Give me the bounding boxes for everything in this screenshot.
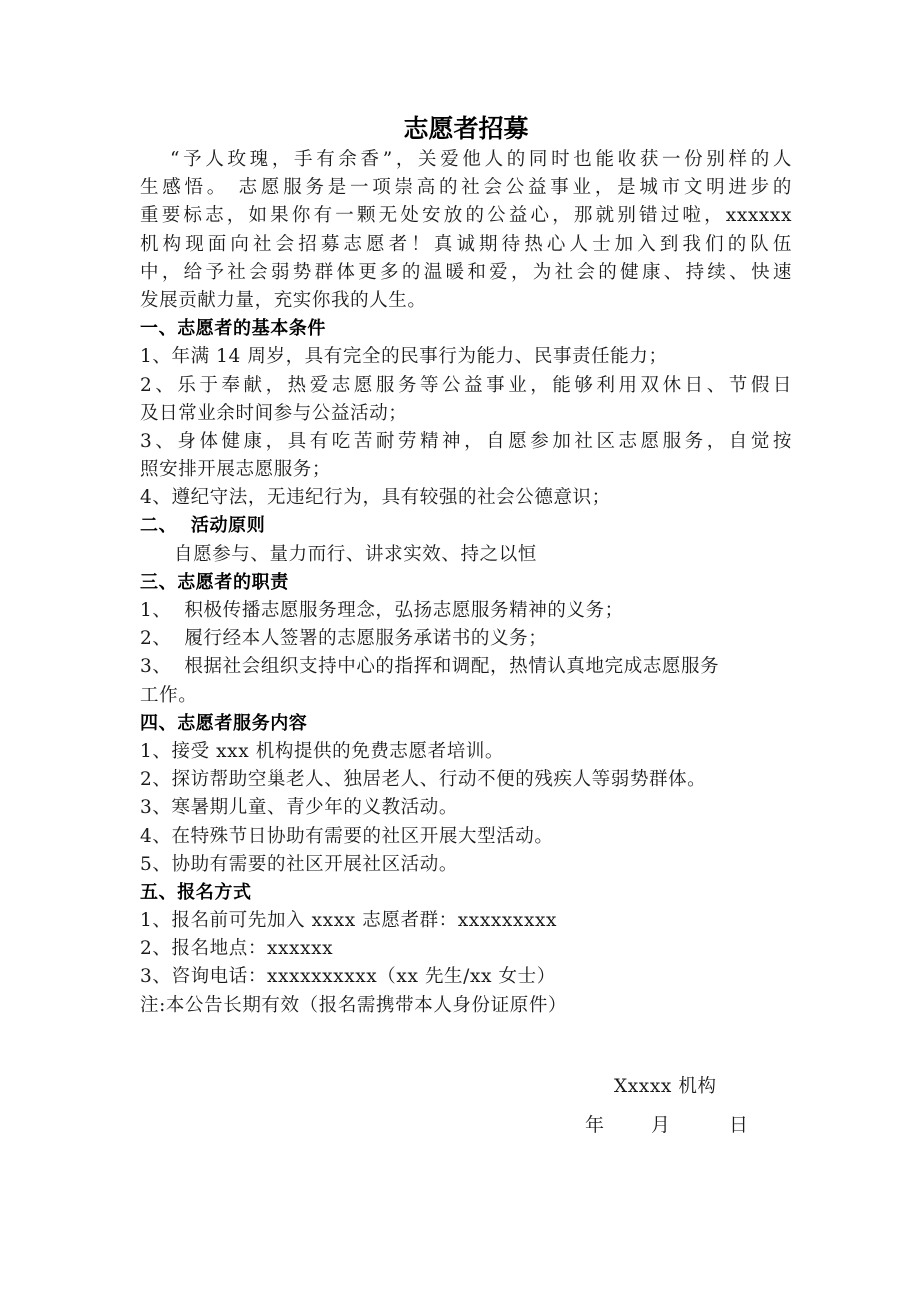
list-item: 4、在特殊节日协助有需要的社区开展大型活动。 <box>140 825 554 847</box>
document-title: 志愿者招募 <box>403 114 529 143</box>
intro-paragraph <box>140 146 792 315</box>
note-text: 注:本公告长期有效（报名需携带本人身份证原件） <box>140 994 568 1016</box>
intro-line: 重要标志，如果你有一颗无处安放的公益心，那就别错过啦，xxxxxx <box>140 205 792 227</box>
section-basic-conditions <box>140 315 792 512</box>
list-item: 1、年满 14 周岁，具有完全的民事行为能力、民事责任能力； <box>140 346 668 368</box>
section-service-content <box>140 710 792 879</box>
list-item: 1、接受 xxx 机构提供的免费志愿者培训。 <box>140 740 505 762</box>
list-item: 及日常业余时间参与公益活动； <box>140 402 408 424</box>
list-item: 工作。 <box>140 684 198 706</box>
list-item: 2、乐于奉献，热爱志愿服务等公益事业，能够利用双休日、节假日 <box>140 374 792 396</box>
section-heading: 五、报名方式 <box>140 881 252 903</box>
list-item: 1、报名前可先加入 xxxx 志愿者群：xxxxxxxxx <box>140 910 558 932</box>
list-item: 3、寒暑期儿童、青少年的义教活动。 <box>140 797 458 819</box>
signature-organization: Xxxxx 机构 <box>614 1076 717 1097</box>
list-item: 3、身体健康，具有吃苦耐劳精神，自愿参加社区志愿服务，自觉按 <box>140 430 792 452</box>
list-item: 3、咨询电话：xxxxxxxxxx（xx 先生/xx 女士） <box>140 966 556 988</box>
intro-line: 发展贡献力量，充实你我的人生。 <box>140 289 427 311</box>
list-item: 2、 履行经本人签署的志愿服务承诺书的义务； <box>140 628 548 650</box>
list-item: 2、报名地点：xxxxxx <box>140 938 334 960</box>
date-year-label: 年 <box>585 1114 605 1136</box>
section-heading: 四、志愿者服务内容 <box>140 712 308 734</box>
list-item: 2、探访帮助空巢老人、独居老人、行动不便的残疾人等弱势群体。 <box>140 769 707 791</box>
section-volunteer-duties <box>140 569 792 710</box>
section-heading: 三、志愿者的职责 <box>140 571 289 593</box>
intro-line: 中，给予社会弱势群体更多的温暖和爱，为社会的健康、持续、快速 <box>140 261 792 283</box>
intro-line: 生感悟。 志愿服务是一项崇高的社会公益事业，是城市文明进步的 <box>140 177 792 199</box>
document-page <box>140 112 792 1020</box>
list-item: 4、遵纪守法，无违纪行为，具有较强的社会公德意识； <box>140 487 611 509</box>
intro-line: “予人玫瑰，手有余香”，关爱他人的同时也能收获一份别样的人 <box>170 149 792 170</box>
date-day-label: 日 <box>729 1114 749 1136</box>
list-item: 照安排开展志愿服务； <box>140 459 332 481</box>
section-heading: 二、 活动原则 <box>140 515 266 537</box>
list-item: 1、 积极传播志愿服务理念，弘扬志愿服务精神的义务； <box>140 600 624 621</box>
list-item: 5、协助有需要的社区开展社区活动。 <box>140 853 458 875</box>
intro-line: 机构现面向社会招募志愿者！真诚期待热心人士加入到我们的队伍 <box>140 233 792 255</box>
section-heading: 一、志愿者的基本条件 <box>140 318 326 340</box>
signature-date <box>585 1111 755 1139</box>
section-registration <box>140 879 792 1020</box>
principle-text: 自愿参与、量力而行、讲求实效、持之以恒 <box>174 543 537 565</box>
section-activity-principles <box>140 512 792 568</box>
list-item: 3、 根据社会组织支持中心的指挥和调配，热情认真地完成志愿服务 <box>140 656 720 678</box>
date-month-label: 月 <box>651 1114 671 1136</box>
